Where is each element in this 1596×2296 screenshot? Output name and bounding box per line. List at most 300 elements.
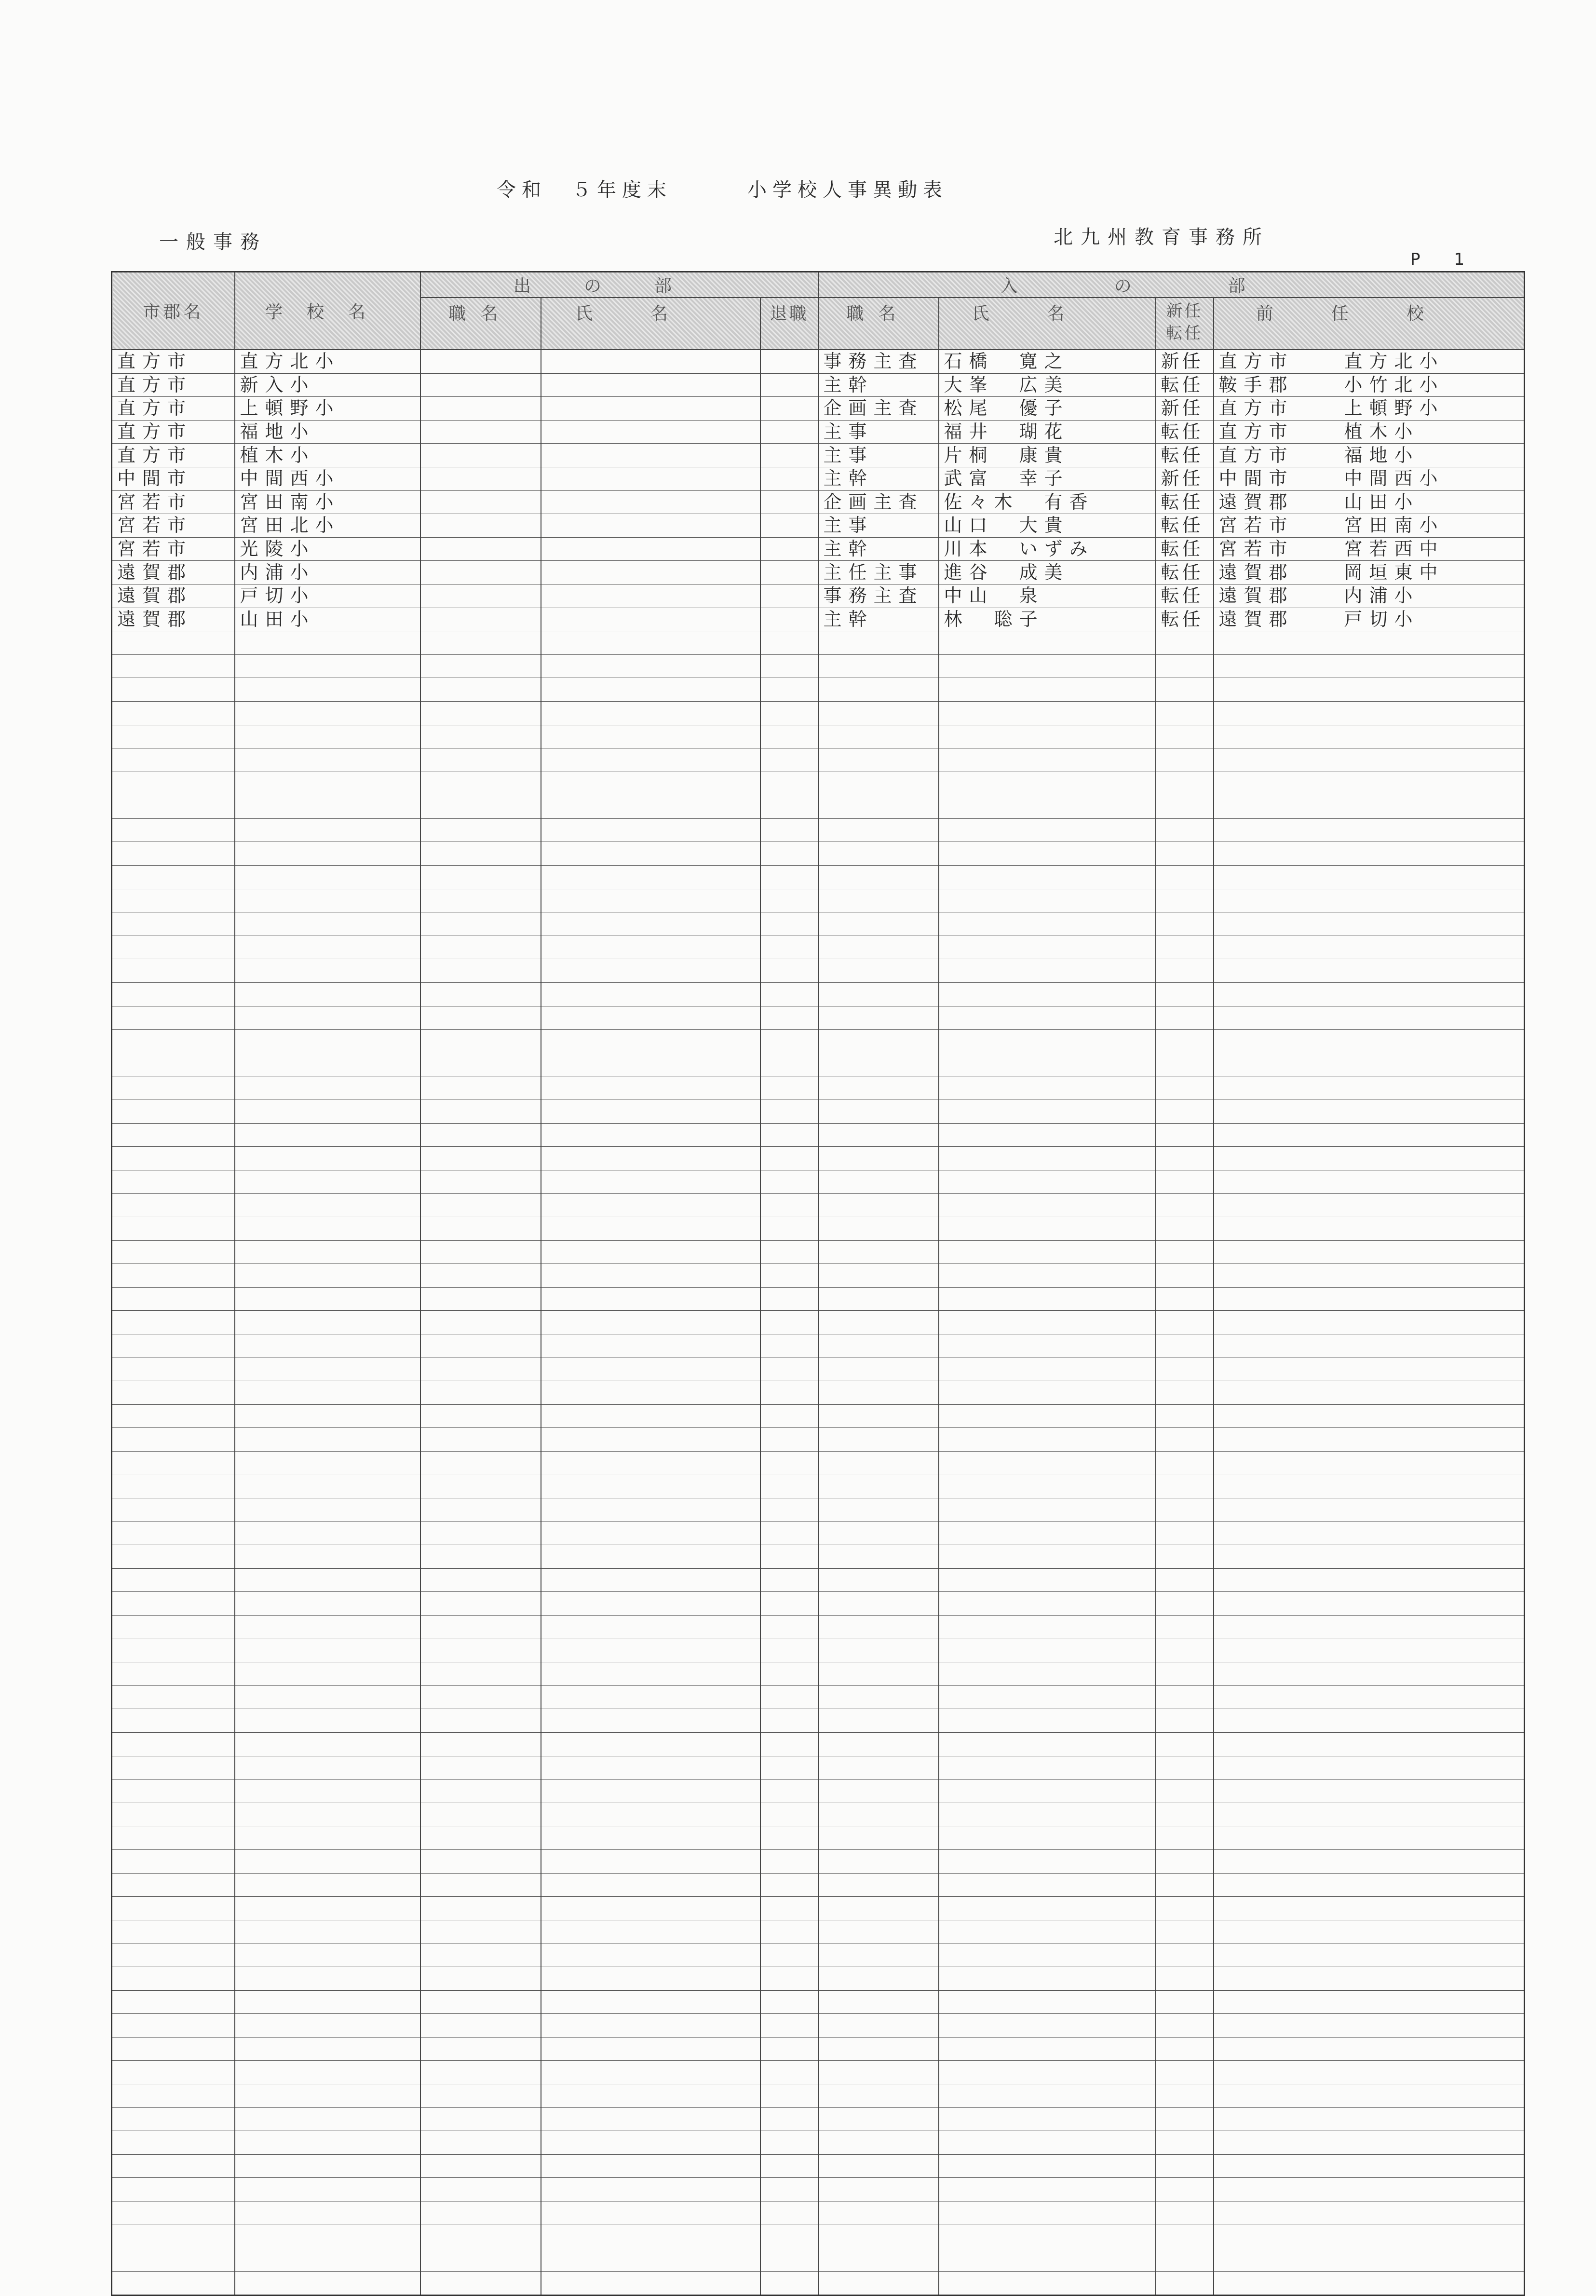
empty-cell xyxy=(818,1616,939,1639)
empty-cell xyxy=(235,1943,420,1967)
cell-school: 山田小 xyxy=(235,608,420,631)
empty-cell xyxy=(818,959,939,983)
empty-cell xyxy=(1214,866,1525,889)
empty-cell xyxy=(760,1639,818,1662)
empty-cell xyxy=(939,912,1156,936)
empty-cell xyxy=(235,1616,420,1639)
prev-school-name: 山田小 xyxy=(1344,491,1420,513)
empty-cell xyxy=(939,2037,1156,2061)
empty-cell xyxy=(420,725,541,748)
cell-out-title xyxy=(420,537,541,561)
empty-row xyxy=(112,2014,1525,2038)
empty-cell xyxy=(1214,1287,1525,1311)
empty-cell xyxy=(760,1967,818,1990)
empty-cell xyxy=(818,1240,939,1264)
empty-cell xyxy=(818,842,939,866)
empty-cell xyxy=(760,1756,818,1780)
cell-in-title: 主幹 xyxy=(818,467,939,490)
empty-cell xyxy=(420,959,541,983)
empty-cell xyxy=(235,1264,420,1288)
empty-cell xyxy=(1156,1147,1214,1170)
cell-out-title xyxy=(420,584,541,608)
empty-cell xyxy=(112,1803,235,1826)
cell-in-name: 川本 いずみ xyxy=(939,537,1156,561)
cell-city: 直方市 xyxy=(112,350,235,373)
empty-cell xyxy=(420,1662,541,1686)
empty-cell xyxy=(939,2061,1156,2084)
empty-cell xyxy=(939,1897,1156,1920)
empty-cell xyxy=(818,1170,939,1194)
empty-cell xyxy=(112,1287,235,1311)
empty-cell xyxy=(1214,1522,1525,1545)
table-body xyxy=(112,350,1525,2296)
empty-cell xyxy=(420,2225,541,2248)
empty-cell xyxy=(541,748,760,772)
table-row xyxy=(112,584,1525,608)
empty-cell xyxy=(760,912,818,936)
empty-cell xyxy=(1156,1943,1214,1967)
empty-cell xyxy=(1156,2248,1214,2272)
empty-cell xyxy=(1156,1475,1214,1498)
empty-cell xyxy=(235,2178,420,2201)
empty-cell xyxy=(420,2107,541,2131)
empty-row xyxy=(112,701,1525,725)
empty-cell xyxy=(939,1311,1156,1334)
empty-cell xyxy=(818,795,939,819)
empty-cell xyxy=(818,1334,939,1358)
empty-cell xyxy=(1156,1662,1214,1686)
cell-out-title xyxy=(420,490,541,514)
empty-cell xyxy=(760,1030,818,1053)
prev-school-name: 直方北小 xyxy=(1344,351,1445,372)
empty-cell xyxy=(939,1568,1156,1592)
empty-row xyxy=(112,1826,1525,1850)
empty-cell xyxy=(112,1240,235,1264)
empty-cell xyxy=(760,654,818,678)
cell-in-name: 石橋 寛之 xyxy=(939,350,1156,373)
cell-out-retire xyxy=(760,373,818,397)
empty-cell xyxy=(112,772,235,795)
cell-city: 直方市 xyxy=(112,420,235,444)
col-city: 市郡名 xyxy=(112,272,235,350)
empty-cell xyxy=(760,2154,818,2178)
empty-cell xyxy=(112,654,235,678)
empty-cell xyxy=(541,1639,760,1662)
empty-cell xyxy=(939,1287,1156,1311)
empty-cell xyxy=(541,842,760,866)
empty-cell xyxy=(818,1311,939,1334)
cell-prev-school xyxy=(1214,420,1525,444)
empty-cell xyxy=(760,1194,818,1217)
empty-cell xyxy=(1156,959,1214,983)
prev-school-name: 植木小 xyxy=(1344,421,1420,443)
empty-cell xyxy=(541,1123,760,1147)
empty-cell xyxy=(420,1428,541,1452)
empty-cell xyxy=(112,2248,235,2272)
empty-cell xyxy=(235,1522,420,1545)
empty-cell xyxy=(939,1451,1156,1475)
prev-city: 宮若市 xyxy=(1218,538,1294,560)
empty-cell xyxy=(939,1920,1156,1943)
empty-cell xyxy=(235,1592,420,1616)
empty-cell xyxy=(112,1709,235,1733)
cell-city: 遠賀郡 xyxy=(112,584,235,608)
empty-cell xyxy=(541,1568,760,1592)
empty-cell xyxy=(235,2225,420,2248)
empty-cell xyxy=(235,1006,420,1030)
empty-cell xyxy=(760,1522,818,1545)
empty-cell xyxy=(1156,1264,1214,1288)
cell-in-title: 企画主査 xyxy=(818,490,939,514)
empty-cell xyxy=(939,701,1156,725)
empty-cell xyxy=(760,1006,818,1030)
empty-cell xyxy=(1156,631,1214,655)
empty-cell xyxy=(420,2154,541,2178)
empty-row xyxy=(112,2131,1525,2155)
empty-cell xyxy=(420,2061,541,2084)
empty-cell xyxy=(541,631,760,655)
cell-out-name xyxy=(541,467,760,490)
empty-cell xyxy=(1156,1428,1214,1452)
empty-row xyxy=(112,1568,1525,1592)
empty-cell xyxy=(235,1733,420,1756)
empty-cell xyxy=(760,1592,818,1616)
empty-cell xyxy=(541,1053,760,1076)
empty-cell xyxy=(760,1217,818,1240)
empty-cell xyxy=(420,1170,541,1194)
cell-in-name: 松尾 優子 xyxy=(939,397,1156,421)
cell-out-title xyxy=(420,397,541,421)
empty-cell xyxy=(420,2248,541,2272)
empty-cell xyxy=(1156,1217,1214,1240)
empty-cell xyxy=(235,1076,420,1100)
empty-cell xyxy=(939,2131,1156,2155)
empty-row xyxy=(112,1873,1525,1897)
empty-cell xyxy=(420,1639,541,1662)
empty-cell xyxy=(541,1709,760,1733)
prev-school-name: 戸切小 xyxy=(1344,608,1420,630)
cell-out-retire xyxy=(760,537,818,561)
empty-cell xyxy=(112,631,235,655)
table-row xyxy=(112,420,1525,444)
empty-cell xyxy=(541,701,760,725)
cell-out-name xyxy=(541,397,760,421)
cell-city: 宮若市 xyxy=(112,514,235,538)
empty-cell xyxy=(1214,2178,1525,2201)
empty-cell xyxy=(112,912,235,936)
empty-cell xyxy=(939,1873,1156,1897)
empty-cell xyxy=(760,772,818,795)
empty-cell xyxy=(818,1639,939,1662)
empty-cell xyxy=(112,1217,235,1240)
empty-cell xyxy=(1156,2178,1214,2201)
empty-cell xyxy=(112,936,235,959)
empty-cell xyxy=(818,1709,939,1733)
empty-cell xyxy=(235,2037,420,2061)
empty-cell xyxy=(760,1240,818,1264)
cell-school: 内浦小 xyxy=(235,561,420,584)
cell-in-name: 山口 大貴 xyxy=(939,514,1156,538)
empty-cell xyxy=(1156,1850,1214,1874)
cell-city: 遠賀郡 xyxy=(112,608,235,631)
cell-city: 宮若市 xyxy=(112,537,235,561)
empty-cell xyxy=(235,2107,420,2131)
empty-cell xyxy=(112,1780,235,1803)
empty-cell xyxy=(1156,2271,1214,2296)
empty-cell xyxy=(1156,725,1214,748)
prev-city: 遠賀郡 xyxy=(1218,491,1294,513)
empty-cell xyxy=(760,1100,818,1124)
empty-cell xyxy=(112,725,235,748)
empty-cell xyxy=(420,701,541,725)
empty-cell xyxy=(1214,725,1525,748)
empty-cell xyxy=(939,678,1156,702)
empty-cell xyxy=(760,2037,818,2061)
cell-in-title: 主幹 xyxy=(818,373,939,397)
cell-in-type: 転任 xyxy=(1156,444,1214,467)
empty-cell xyxy=(939,866,1156,889)
empty-cell xyxy=(1156,1498,1214,1522)
empty-cell xyxy=(420,1240,541,1264)
empty-cell xyxy=(541,818,760,842)
empty-cell xyxy=(818,1733,939,1756)
empty-cell xyxy=(235,1217,420,1240)
empty-row xyxy=(112,1780,1525,1803)
empty-cell xyxy=(760,701,818,725)
empty-cell xyxy=(420,1498,541,1522)
empty-cell xyxy=(541,1428,760,1452)
empty-cell xyxy=(541,2178,760,2201)
empty-cell xyxy=(760,1404,818,1428)
empty-cell xyxy=(760,959,818,983)
empty-cell xyxy=(420,1334,541,1358)
empty-cell xyxy=(939,1639,1156,1662)
prev-city: 直方市 xyxy=(1218,444,1294,466)
empty-cell xyxy=(1156,2037,1214,2061)
empty-row xyxy=(112,1358,1525,1381)
cell-out-retire xyxy=(760,467,818,490)
empty-cell xyxy=(1214,2201,1525,2225)
empty-cell xyxy=(112,748,235,772)
empty-cell xyxy=(939,1358,1156,1381)
empty-cell xyxy=(420,2037,541,2061)
empty-cell xyxy=(420,1053,541,1076)
cell-in-name: 進谷 成美 xyxy=(939,561,1156,584)
empty-row xyxy=(112,1592,1525,1616)
empty-cell xyxy=(939,1756,1156,1780)
empty-cell xyxy=(1156,1522,1214,1545)
cell-school: 植木小 xyxy=(235,444,420,467)
cell-in-type: 転任 xyxy=(1156,537,1214,561)
empty-cell xyxy=(818,1287,939,1311)
cell-out-retire xyxy=(760,420,818,444)
empty-cell xyxy=(112,1451,235,1475)
empty-row xyxy=(112,1685,1525,1709)
empty-cell xyxy=(1156,2131,1214,2155)
empty-cell xyxy=(235,1194,420,1217)
empty-cell xyxy=(818,1826,939,1850)
empty-cell xyxy=(112,1616,235,1639)
empty-cell xyxy=(1214,1006,1525,1030)
empty-cell xyxy=(1156,842,1214,866)
empty-cell xyxy=(235,631,420,655)
empty-cell xyxy=(939,2084,1156,2107)
empty-cell xyxy=(1156,1990,1214,2014)
empty-cell xyxy=(939,1217,1156,1240)
cell-out-retire xyxy=(760,350,818,373)
empty-cell xyxy=(1156,678,1214,702)
empty-cell xyxy=(541,1311,760,1334)
empty-row xyxy=(112,2248,1525,2272)
empty-cell xyxy=(420,1451,541,1475)
cell-prev-school xyxy=(1214,373,1525,397)
empty-row xyxy=(112,748,1525,772)
empty-cell xyxy=(818,772,939,795)
empty-cell xyxy=(939,2225,1156,2248)
empty-cell xyxy=(818,1404,939,1428)
cell-prev-school xyxy=(1214,608,1525,631)
table-row xyxy=(112,350,1525,373)
empty-cell xyxy=(112,1967,235,1990)
empty-cell xyxy=(235,959,420,983)
empty-cell xyxy=(235,1780,420,1803)
empty-cell xyxy=(1214,842,1525,866)
empty-cell xyxy=(818,654,939,678)
empty-cell xyxy=(760,2014,818,2038)
prev-school-name: 小竹北小 xyxy=(1344,374,1445,395)
empty-cell xyxy=(420,1897,541,1920)
empty-cell xyxy=(1214,1498,1525,1522)
empty-cell xyxy=(939,1428,1156,1452)
empty-cell xyxy=(112,1498,235,1522)
cell-out-retire xyxy=(760,397,818,421)
empty-row xyxy=(112,1545,1525,1569)
prev-school-name: 内浦小 xyxy=(1344,585,1420,607)
cell-out-name xyxy=(541,561,760,584)
prev-school-name: 宮若西中 xyxy=(1344,538,1445,560)
cell-school: 直方北小 xyxy=(235,350,420,373)
empty-cell xyxy=(760,818,818,842)
empty-row xyxy=(112,678,1525,702)
empty-cell xyxy=(1156,1194,1214,1217)
prev-city: 遠賀郡 xyxy=(1218,561,1294,583)
cell-out-retire xyxy=(760,561,818,584)
empty-cell xyxy=(818,678,939,702)
empty-cell xyxy=(818,748,939,772)
empty-row xyxy=(112,1662,1525,1686)
cell-in-name: 片桐 康貴 xyxy=(939,444,1156,467)
empty-cell xyxy=(235,1756,420,1780)
empty-cell xyxy=(760,2178,818,2201)
empty-cell xyxy=(541,1920,760,1943)
empty-cell xyxy=(939,1967,1156,1990)
empty-cell xyxy=(939,1030,1156,1053)
empty-cell xyxy=(112,2084,235,2107)
empty-cell xyxy=(760,1897,818,1920)
empty-cell xyxy=(541,2131,760,2155)
empty-row xyxy=(112,1522,1525,1545)
empty-cell xyxy=(939,1381,1156,1405)
prev-school-name: 上頓野小 xyxy=(1344,397,1445,419)
empty-cell xyxy=(939,2178,1156,2201)
empty-cell xyxy=(1156,1639,1214,1662)
empty-cell xyxy=(818,1592,939,1616)
empty-cell xyxy=(818,1123,939,1147)
empty-cell xyxy=(1156,1311,1214,1334)
empty-cell xyxy=(420,1194,541,1217)
table-row xyxy=(112,561,1525,584)
empty-cell xyxy=(1156,772,1214,795)
col-out-retire: 退職 xyxy=(760,298,818,350)
empty-cell xyxy=(939,1240,1156,1264)
empty-cell xyxy=(1156,2061,1214,2084)
empty-cell xyxy=(760,842,818,866)
empty-cell xyxy=(235,889,420,912)
empty-cell xyxy=(1156,1545,1214,1569)
empty-cell xyxy=(818,701,939,725)
empty-cell xyxy=(939,1850,1156,1874)
empty-cell xyxy=(112,1311,235,1334)
empty-cell xyxy=(760,1358,818,1381)
empty-cell xyxy=(420,2084,541,2107)
empty-cell xyxy=(541,2154,760,2178)
empty-cell xyxy=(1214,1873,1525,1897)
col-out-name: 氏名 xyxy=(541,298,760,350)
cell-school: 新入小 xyxy=(235,373,420,397)
empty-cell xyxy=(235,1240,420,1264)
empty-cell xyxy=(420,1990,541,2014)
empty-cell xyxy=(420,1076,541,1100)
empty-cell xyxy=(1156,2225,1214,2248)
empty-cell xyxy=(420,1522,541,1545)
empty-cell xyxy=(420,1030,541,1053)
empty-cell xyxy=(818,2084,939,2107)
group-out: 出の部 xyxy=(420,272,818,298)
empty-cell xyxy=(112,1920,235,1943)
cell-in-title: 主事 xyxy=(818,444,939,467)
empty-row xyxy=(112,1217,1525,1240)
empty-cell xyxy=(1214,1803,1525,1826)
empty-cell xyxy=(1156,1685,1214,1709)
empty-row xyxy=(112,1967,1525,1990)
empty-cell xyxy=(939,1990,1156,2014)
empty-cell xyxy=(1156,1334,1214,1358)
empty-cell xyxy=(1214,1170,1525,1194)
empty-cell xyxy=(939,1053,1156,1076)
empty-cell xyxy=(541,1967,760,1990)
empty-cell xyxy=(235,1147,420,1170)
empty-cell xyxy=(112,2014,235,2038)
empty-cell xyxy=(760,678,818,702)
empty-cell xyxy=(1214,1616,1525,1639)
empty-cell xyxy=(235,1053,420,1076)
empty-row xyxy=(112,842,1525,866)
empty-cell xyxy=(1214,1780,1525,1803)
empty-cell xyxy=(818,1568,939,1592)
cell-school: 光陵小 xyxy=(235,537,420,561)
empty-cell xyxy=(818,818,939,842)
empty-cell xyxy=(541,1685,760,1709)
empty-row xyxy=(112,631,1525,655)
empty-cell xyxy=(818,1451,939,1475)
empty-cell xyxy=(1214,1264,1525,1288)
empty-cell xyxy=(760,2131,818,2155)
cell-out-name xyxy=(541,420,760,444)
empty-cell xyxy=(1214,983,1525,1006)
cell-prev-school xyxy=(1214,444,1525,467)
empty-cell xyxy=(1214,1030,1525,1053)
cell-prev-school xyxy=(1214,537,1525,561)
